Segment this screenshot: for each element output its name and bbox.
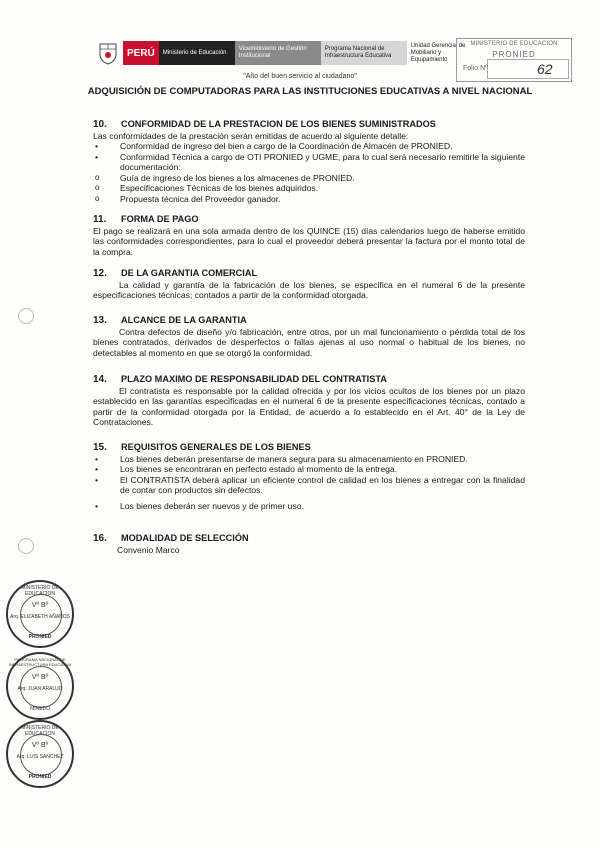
folio-box xyxy=(487,59,569,79)
section-heading xyxy=(93,374,525,386)
section-heading xyxy=(93,268,525,280)
program-label: Programa Nacional de Infraestructura Educativa xyxy=(321,41,407,65)
bullet-item: • El CONTRATISTA deberá aplicar un eficiente control de calidad en los bienes a entregar con la finalidad de contar con productos sin defectos. xyxy=(93,475,525,496)
approval-seal xyxy=(6,652,74,720)
sub-bullet-item: o Especificaciones Técnicas de los bienes adquiridos. xyxy=(93,183,525,194)
section-heading xyxy=(93,315,525,327)
folio-ministry: MINISTERIO DE EDUCACION xyxy=(470,41,558,47)
seal-signer: Arq. ELIZABETH AÑAÑOS xyxy=(9,614,71,620)
peru-label: PERÚ xyxy=(123,41,159,65)
section-13 xyxy=(93,315,525,358)
section-14 xyxy=(93,374,525,428)
punch-hole-mark xyxy=(18,308,34,324)
section-number: 13. xyxy=(93,315,107,326)
section-intro: Las conformidades de la prestación serán emitidas de acuerdo al siguiente detalle: xyxy=(93,130,409,141)
section-number: 10. xyxy=(93,119,107,130)
section-body: La calidad y garantía de la fabricación de los bienes, se especifica en el numeral 6 de la presente especificaciones técnicas; contados a partir de la conformidad otorgada. xyxy=(93,279,525,300)
seal-vobo: Vº Bº xyxy=(31,742,49,749)
ministry-label: Ministerio de Educación xyxy=(159,41,235,65)
seal-bottom-text: PRONIED xyxy=(28,634,52,640)
approval-seal xyxy=(6,580,74,648)
section-11 xyxy=(93,214,525,257)
section-body: Contra defectos de diseño y/o fabricación, entre otros, por un mal funcionamiento o pérdida total de los bienes contratados, derivados de desperfectos o fallas ajenas al uso normal o habitual de los bienes, no detectables al momento en que se otorgó la conformidad. xyxy=(93,326,525,358)
section-number: 16. xyxy=(93,533,107,544)
section-title: MODALIDAD DE SELECCIÓN xyxy=(121,533,249,543)
seal-bottom-text: PRONIED xyxy=(28,774,52,780)
section-number: 11. xyxy=(93,214,107,225)
section-heading xyxy=(93,119,525,131)
bullet-item: • Conformidad de ingreso del bien a cargo de la Coordinación de Almacén de PRONIED. xyxy=(93,141,525,152)
section-title: CONFORMIDAD DE LA PRESTACION DE LOS BIENES SUMINISTRADOS xyxy=(121,119,436,129)
sub-bullet-item: o Propuesta técnica del Proveedor ganador. xyxy=(93,194,525,205)
approval-seal xyxy=(6,720,74,788)
seal-top-text: MINISTERIO DE EDUCACION xyxy=(21,585,59,597)
seal-top-text: PROGRAMA NACIONAL DE INFRAESTRUCTURA EDUCATIVA xyxy=(8,657,72,667)
document-title: ADQUISICIÓN DE COMPUTADORAS PARA LAS INSTITUCIONES EDUCATIVAS A NIVEL NACIONAL xyxy=(87,86,533,97)
section-title: PLAZO MAXIMO DE RESPONSABILIDAD DEL CONTRATISTA xyxy=(121,374,387,384)
section-10 xyxy=(93,119,525,204)
folio-stamp xyxy=(456,38,572,82)
bullet-item: • Los bienes deberán ser nuevos y de primer uso. xyxy=(93,501,525,512)
institutional-header xyxy=(97,41,477,65)
bullet-item: • Los bienes se encontraran en perfecto estado al momento de la entrega. xyxy=(93,464,525,475)
section-heading xyxy=(93,442,525,454)
seal-vobo: Vº Bº xyxy=(31,674,49,681)
unit-label: Unidad Gerencial de Mobiliario y Equipamiento xyxy=(410,42,466,63)
folio-number: 62 xyxy=(537,61,553,77)
seal-top-text: MINISTERIO DE EDUCACION xyxy=(21,725,59,737)
section-title: DE LA GARANTIA COMERCIAL xyxy=(121,268,258,278)
seal-signer: Arq. JUAN ARAUJO xyxy=(17,686,63,692)
section-number: 12. xyxy=(93,268,107,279)
year-motto: "Año del buen servicio al ciudadano" xyxy=(243,73,357,80)
seal-bottom-text: MINEDU xyxy=(30,706,50,712)
section-16 xyxy=(93,533,525,555)
coat-of-arms-icon xyxy=(97,41,119,65)
section-number: 15. xyxy=(93,442,107,453)
section-number: 14. xyxy=(93,374,107,385)
seal-vobo: Vº Bº xyxy=(31,602,49,609)
sub-bullet-item: o Guía de ingreso de los bienes a los almacenes de PRONIED. xyxy=(93,173,525,184)
section-body: El pago se realizará en una sola armada dentro de los QUINCE (15) días calendarios luego de haberse emitido las conformidades correspondientes, para lo cual el proveedor deberá presentar la factura por el monto total de la compra. xyxy=(93,225,525,257)
seal-signer: Arq. LUIS SANCHEZ xyxy=(16,754,64,760)
section-heading xyxy=(93,533,525,545)
punch-hole-mark xyxy=(18,538,34,554)
section-title: REQUISITOS GENERALES DE LOS BIENES xyxy=(121,442,311,452)
section-heading xyxy=(93,214,525,226)
section-title: FORMA DE PAGO xyxy=(121,214,199,224)
section-title: ALCANCE DE LA GARANTIA xyxy=(121,315,247,325)
section-body: El contratista es responsable por la calidad ofrecida y por los vicios ocultos de los bienes por un plazo establecido en las garantías especificadas en el numeral 6 de la presente especificaciones técnicas, contado a partir de la conformidad otorgada por la Entidad, de acuerdo a lo establecido en el Art. 40° de la Ley de Contrataciones. xyxy=(93,385,525,427)
section-12 xyxy=(93,268,525,301)
section-15 xyxy=(93,442,525,511)
bullet-item: • Conformidad Técnica a cargo de OTI PRONIED y UGME, para lo cual será necesario remitirle la siguiente documentación: xyxy=(93,152,525,173)
folio-entity: PRONIED xyxy=(492,50,536,59)
bullet-item: • Los bienes deberán presentarse de manera segura para su almacenamiento en PRONIED. xyxy=(93,454,525,465)
vice-ministry-label: Viceministerio de Gestión Institucional xyxy=(235,41,321,65)
folio-label: Folio Nº xyxy=(463,65,488,72)
section-body: Convenio Marco xyxy=(117,544,180,555)
